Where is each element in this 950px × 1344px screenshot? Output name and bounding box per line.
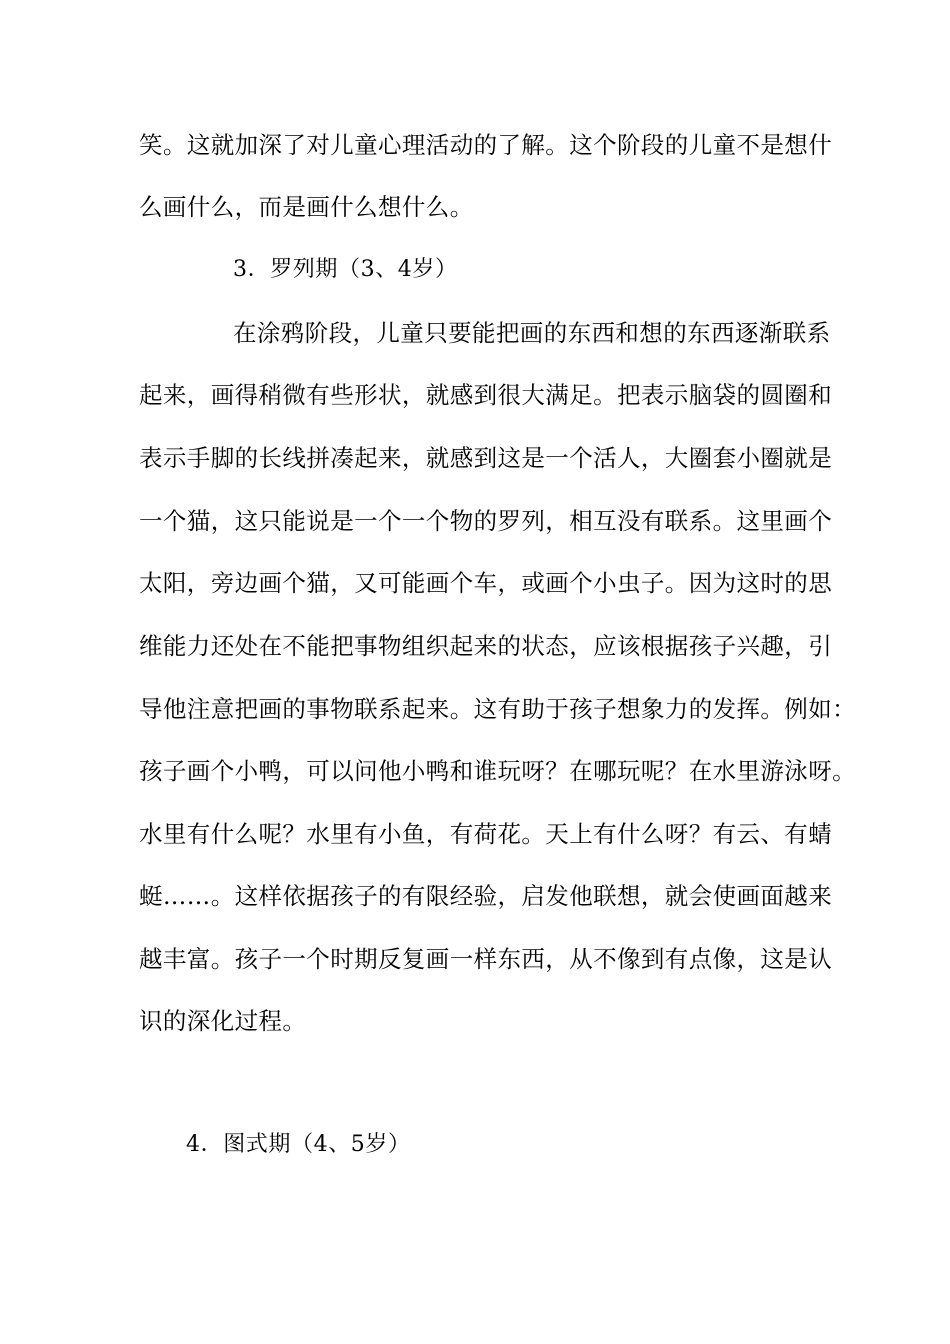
paragraph-2-line-2: 起来，画得稍微有些形状，就感到很大满足。把表示脑袋的圆圈和 xyxy=(139,381,833,409)
paragraph-1-line-2: 么画什么，而是画什么想什么。 xyxy=(139,193,474,221)
section-heading-3: 3．罗列期（3、4岁） xyxy=(233,257,458,282)
paragraph-2-line-5: 太阳，旁边画个猫，又可能画个车，或画个小虫子。因为这时的思 xyxy=(139,569,833,597)
section-heading-4: 4．图式期（4、5岁） xyxy=(186,1132,411,1157)
paragraph-2-line-3: 表示手脚的长线拼凑起来，就感到这是一个活人，大圈套小圈就是 xyxy=(139,444,833,472)
paragraph-2-line-9: 水里有什么呢？水里有小鱼，有荷花。天上有什么呀？有云、有蜻 xyxy=(139,820,833,848)
paragraph-2-line-7: 导他注意把画的事物联系起来。这有助于孩子想象力的发挥。例如： xyxy=(139,695,856,723)
paragraph-2-line-12: 识的深化过程。 xyxy=(139,1007,307,1035)
paragraph-2-line-11: 越丰富。孩子一个时期反复画一样东西，从不像到有点像，这是认 xyxy=(139,945,833,973)
paragraph-2-line-4: 一个猫，这只能说是一个一个物的罗列，相互没有联系。这里画个 xyxy=(139,507,833,535)
paragraph-2-line-8: 孩子画个小鸭，可以问他小鸭和谁玩呀？在哪玩呢？在水里游泳呀。 xyxy=(139,757,856,785)
paragraph-2-line-1: 在涂鸦阶段，儿童只要能把画的东西和想的东西逐渐联系 xyxy=(233,319,831,347)
paragraph-2-line-10: 蜓……。这样依据孩子的有限经验，启发他联想，就会使画面越来 xyxy=(139,882,833,910)
paragraph-1-line-1: 笑。这就加深了对儿童心理活动的了解。这个阶段的儿童不是想什 xyxy=(139,131,833,159)
paragraph-2-line-6: 维能力还处在不能把事物组织起来的状态，应该根据孩子兴趣，引 xyxy=(139,632,833,660)
